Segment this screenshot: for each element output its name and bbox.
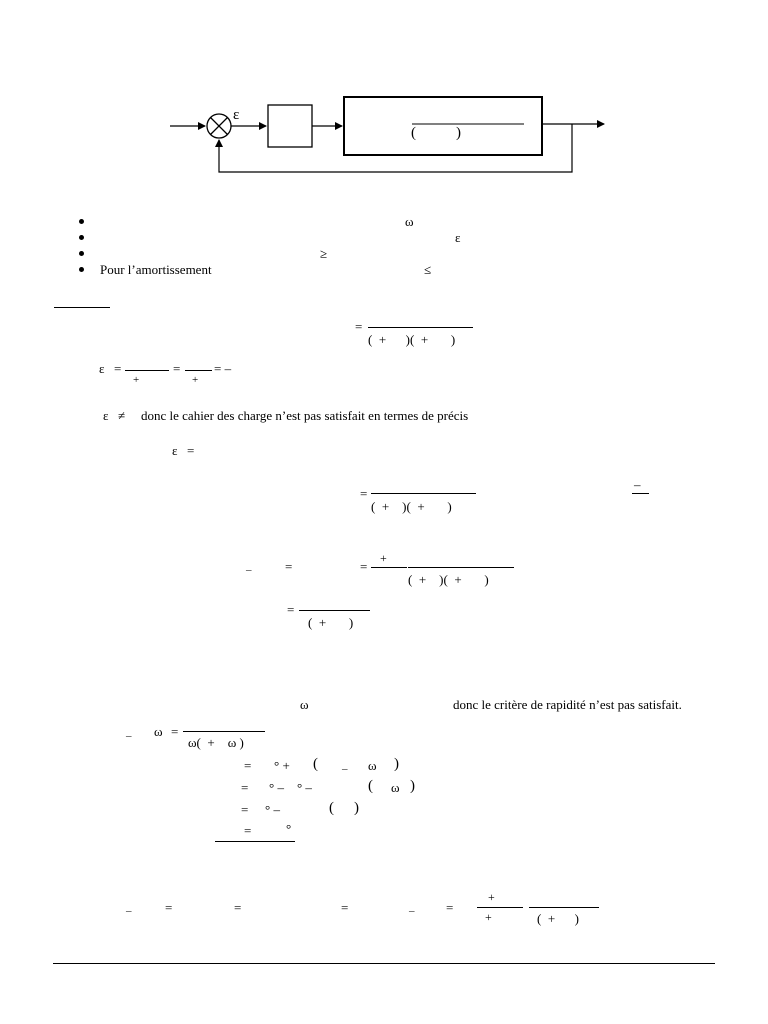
phase-line1-equals: = [244,758,252,773]
phase-omega: ω [154,724,163,739]
eq3-equals-2: = [360,559,368,574]
eq3-equals-1: = [285,559,293,574]
eq4-denominator: ( + ) [308,615,354,630]
eps-equals-2: = [173,361,181,376]
phase-line1-sub: – [342,763,348,775]
precision-neq: ≠ [118,408,126,423]
plant-close-paren: ) [456,125,461,141]
final-sub-1: – [126,905,132,917]
eq3-fraction-bar-1 [371,567,407,568]
precision-eps: ε [103,408,109,423]
phase-line2-paren-open: ( [368,778,373,794]
eps-plus-1: + [133,374,140,386]
eq3-sub: – [246,564,252,576]
phase-line3-paren-close: ) [354,800,359,816]
rapidity-note-text: donc le critère de rapidité n’est pas satisfait. [453,697,682,712]
bullet [79,251,84,256]
final-fraction-bar-2 [529,907,599,908]
final-sub-2: – [409,905,415,917]
block-diagram [0,0,768,200]
phase-line1-omega: ω [368,758,377,773]
eq2-equals: = [360,486,368,501]
phase-sub: – [126,730,132,742]
eq1-fraction-bar [368,327,473,328]
spec-item-symbol: ε [455,230,461,245]
eq3-numerator-plus: + [380,551,387,565]
phase-result-underline [215,841,295,842]
phase-line2-equals: = [241,780,249,795]
spec-item-symbol: ω [405,214,414,229]
phase-line4-equals: = [244,823,252,838]
eq3-fraction-bar-2 [408,567,514,568]
plant-open-paren: ( [411,125,416,141]
phase-line4-deg: ° [286,821,292,836]
spec-item-symbol: ≥ [320,246,328,261]
epsilon-label: ε [233,107,240,123]
eps-fraction-bar-1 [125,370,169,371]
eq4-equals: = [287,602,295,617]
phase-line1-paren-open: ( [313,756,318,772]
footer-rule [53,963,715,964]
spec-item-text: Pour l’amortissement [100,262,212,277]
spec-item-symbol: ≤ [424,262,432,277]
phase-line1-deg: ° + [274,758,290,773]
section-underline [54,307,110,308]
eq2-side-bar [632,493,649,494]
eps-zero-equals: = [187,443,195,458]
phase-line1-paren-close: ) [394,756,399,772]
phase-line2-paren-close: ) [410,778,415,794]
phase-line2-omega: ω [391,780,400,795]
eq2-denominator: ( + )( + ) [371,499,452,514]
phase-equals: = [171,724,179,739]
final-equals-4: = [446,900,454,915]
eq2-fraction-bar [371,493,476,494]
phase-line3-deg: ° – [265,802,280,817]
eps-zero-symbol: ε [172,443,178,458]
phase-line2-deg: ° – ° – [269,780,312,795]
precision-note-text: donc le cahier des charge n’est pas satisfait en termes de précis [141,408,469,423]
controller-block [268,105,312,147]
final-numerator-plus: + [488,890,495,904]
eq1-equals: = [355,319,363,334]
phase-line3-equals: = [241,802,249,817]
eps-plus-2: + [192,374,199,386]
eps-symbol: ε [99,361,105,376]
eps-fraction-bar-2 [185,370,212,371]
eq3-denominator: ( + )( + ) [408,572,489,587]
rapidity-omega: ω [300,697,309,712]
phase-denominator: ω( + ω ) [188,735,244,750]
plant-block [344,97,542,155]
bullet [79,267,84,272]
final-equals-1: = [165,900,173,915]
eps-equals-3: = – [214,361,232,376]
eq1-denominator: ( + )( + ) [368,332,456,347]
bullet [79,219,84,224]
final-equals-2: = [234,900,242,915]
phase-fraction-bar [183,731,265,732]
phase-line3-paren-open: ( [329,800,334,816]
eps-equals-1: = [114,361,122,376]
bullet [79,235,84,240]
eq4-fraction-bar [299,610,370,611]
final-denominator: ( + ) [537,911,579,926]
eq2-side-minus: – [634,477,641,492]
final-fraction-bar-1 [477,907,523,908]
final-equals-3: = [341,900,349,915]
final-denominator-plus: + [485,910,492,924]
